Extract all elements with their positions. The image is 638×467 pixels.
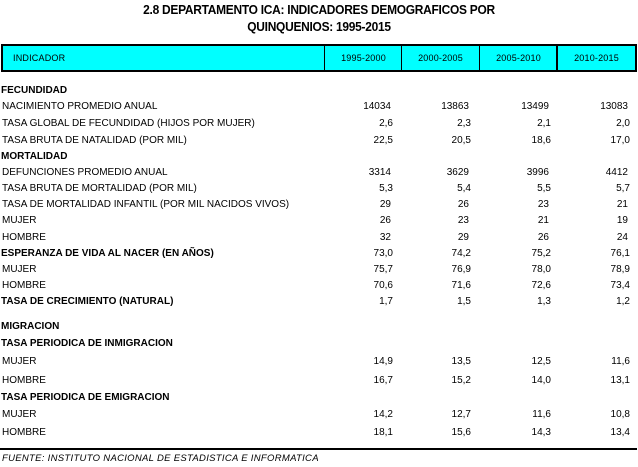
row-value-2000-2005: 20,5 [451, 135, 471, 146]
row-value-2000-2005: 5,4 [457, 183, 471, 194]
row-label: MUJER [2, 356, 37, 367]
row-value-2000-2005: 2,3 [457, 118, 471, 129]
row-value-2005-2010: 72,6 [531, 280, 551, 291]
table-bottom-rule [0, 448, 637, 450]
row-label: MUJER [2, 409, 37, 420]
row-label: DEFUNCIONES PROMEDIO ANUAL [2, 167, 168, 178]
row-value-2005-2010: 75,2 [531, 248, 551, 259]
table-header [1, 44, 637, 72]
row-value-1995-2000: 14034 [363, 101, 391, 112]
row-label: TASA BRUTA DE NATALIDAD (POR MIL) [2, 135, 187, 146]
row-value-2005-2010: 78,0 [531, 264, 551, 275]
row-value-2010-2015: 73,4 [610, 280, 630, 291]
row-value-2010-2015: 1,2 [616, 296, 630, 307]
row-label: FECUNDIDAD [1, 85, 68, 96]
table-row [0, 181, 638, 197]
row-value-2010-2015: 21 [616, 199, 628, 210]
section-row [0, 336, 638, 352]
row-value-1995-2000: 18,1 [373, 427, 393, 438]
source-note: FUENTE: INSTITUTO NACIONAL DE ESTADISTICA E INFORMATICA [2, 453, 319, 464]
table-row [0, 165, 638, 181]
row-value-2010-2015: 4412 [605, 167, 628, 178]
header-indicator: INDICADOR [13, 53, 66, 63]
section-row [0, 246, 638, 262]
row-value-2000-2005: 1,5 [457, 296, 471, 307]
row-value-2005-2010: 14,3 [531, 427, 551, 438]
row-value-2005-2010: 12,5 [531, 356, 551, 367]
header-period-3: 2005-2010 [496, 53, 541, 63]
header-period-2: 2000-2005 [418, 53, 463, 63]
row-value-2005-2010: 3996 [526, 167, 549, 178]
row-value-2000-2005: 3629 [446, 167, 469, 178]
row-value-2000-2005: 26 [457, 199, 469, 210]
section-row [0, 319, 638, 335]
row-value-2005-2010: 21 [537, 215, 549, 226]
row-label: TASA BRUTA DE MORTALIDAD (POR MIL) [2, 183, 197, 194]
row-value-2010-2015: 13,4 [610, 427, 630, 438]
row-value-1995-2000: 1,7 [379, 296, 393, 307]
table-title-line-2: QUINQUENIOS: 1995-2015 [247, 19, 391, 34]
section-row [0, 83, 638, 99]
row-label: TASA DE MORTALIDAD INFANTIL (POR MIL NACIDOS VIVOS) [2, 199, 290, 210]
table-row [0, 425, 638, 441]
row-value-2000-2005: 12,7 [451, 409, 471, 420]
row-value-2000-2005: 15,6 [451, 427, 471, 438]
row-value-2000-2005: 74,2 [451, 248, 471, 259]
row-value-2005-2010: 11,6 [532, 409, 551, 420]
row-value-2010-2015: 2,0 [616, 118, 630, 129]
row-value-2005-2010: 23 [537, 199, 549, 210]
row-value-2000-2005: 23 [457, 215, 469, 226]
header-period-4: 2010-2015 [574, 53, 619, 63]
row-label: HOMBRE [2, 375, 46, 386]
row-label: ESPERANZA DE VIDA AL NACER (EN AÑOS) [1, 248, 214, 259]
row-value-1995-2000: 26 [379, 215, 391, 226]
row-value-2005-2010: 26 [537, 232, 549, 243]
table-row [0, 407, 638, 423]
row-value-2005-2010: 1,3 [537, 296, 551, 307]
row-value-2010-2015: 17,0 [610, 135, 630, 146]
row-value-2010-2015: 13,1 [610, 375, 630, 386]
table-row [0, 133, 638, 149]
table-row [0, 354, 638, 370]
section-row [0, 149, 638, 165]
row-label: MUJER [2, 264, 37, 275]
row-value-2010-2015: 11,6 [611, 356, 630, 367]
row-value-2000-2005: 15,2 [451, 375, 471, 386]
row-value-2005-2010: 2,1 [537, 118, 551, 129]
table-row [0, 213, 638, 229]
row-value-1995-2000: 75,7 [373, 264, 393, 275]
row-value-1995-2000: 22,5 [373, 135, 393, 146]
row-label: HOMBRE [2, 232, 46, 243]
section-row [0, 390, 638, 406]
row-value-1995-2000: 16,7 [373, 375, 393, 386]
row-value-1995-2000: 70,6 [373, 280, 393, 291]
row-label: HOMBRE [2, 427, 46, 438]
row-value-2000-2005: 13863 [441, 101, 469, 112]
row-value-2010-2015: 13083 [600, 101, 628, 112]
table-row [0, 230, 638, 246]
row-value-2000-2005: 76,9 [451, 264, 471, 275]
table-row [0, 278, 638, 294]
row-value-1995-2000: 14,9 [373, 356, 393, 367]
row-value-2010-2015: 76,1 [610, 248, 630, 259]
row-label: TASA GLOBAL DE FECUNDIDAD (HIJOS POR MUJER) [2, 118, 255, 129]
row-value-2010-2015: 10,8 [610, 409, 630, 420]
table-row [0, 262, 638, 278]
row-label: TASA PERIODICA DE EMIGRACION [1, 392, 170, 403]
row-value-2005-2010: 18,6 [531, 135, 551, 146]
row-label: TASA DE CRECIMIENTO (NATURAL) [1, 296, 174, 307]
row-value-2010-2015: 78,9 [610, 264, 630, 275]
row-value-2005-2010: 5,5 [537, 183, 551, 194]
row-value-1995-2000: 2,6 [379, 118, 393, 129]
table-row [0, 197, 638, 213]
row-label: TASA PERIODICA DE INMIGRACION [1, 338, 173, 349]
table-row [0, 373, 638, 389]
row-value-2010-2015: 19 [616, 215, 628, 226]
row-value-2005-2010: 13499 [521, 101, 549, 112]
section-row [0, 294, 638, 310]
row-label: MIGRACION [1, 321, 60, 332]
row-value-1995-2000: 32 [379, 232, 391, 243]
table-row [0, 99, 638, 115]
table-row [0, 116, 638, 132]
row-value-2000-2005: 29 [457, 232, 469, 243]
row-value-1995-2000: 5,3 [379, 183, 393, 194]
row-value-2010-2015: 24 [616, 232, 628, 243]
row-value-2000-2005: 13,5 [451, 356, 471, 367]
row-label: NACIMIENTO PROMEDIO ANUAL [2, 101, 158, 112]
header-period-1: 1995-2000 [341, 53, 386, 63]
row-label: MUJER [2, 215, 37, 226]
row-label: HOMBRE [2, 280, 46, 291]
row-value-1995-2000: 3314 [368, 167, 391, 178]
table-title-line-1: 2.8 DEPARTAMENTO ICA: INDICADORES DEMOGRAFICOS POR [143, 2, 495, 17]
row-value-2005-2010: 14,0 [531, 375, 551, 386]
row-value-1995-2000: 14,2 [373, 409, 393, 420]
row-value-1995-2000: 29 [379, 199, 391, 210]
row-value-2010-2015: 5,7 [616, 183, 630, 194]
row-value-2000-2005: 71,6 [451, 280, 471, 291]
row-value-1995-2000: 73,0 [373, 248, 393, 259]
row-label: MORTALIDAD [1, 151, 68, 162]
